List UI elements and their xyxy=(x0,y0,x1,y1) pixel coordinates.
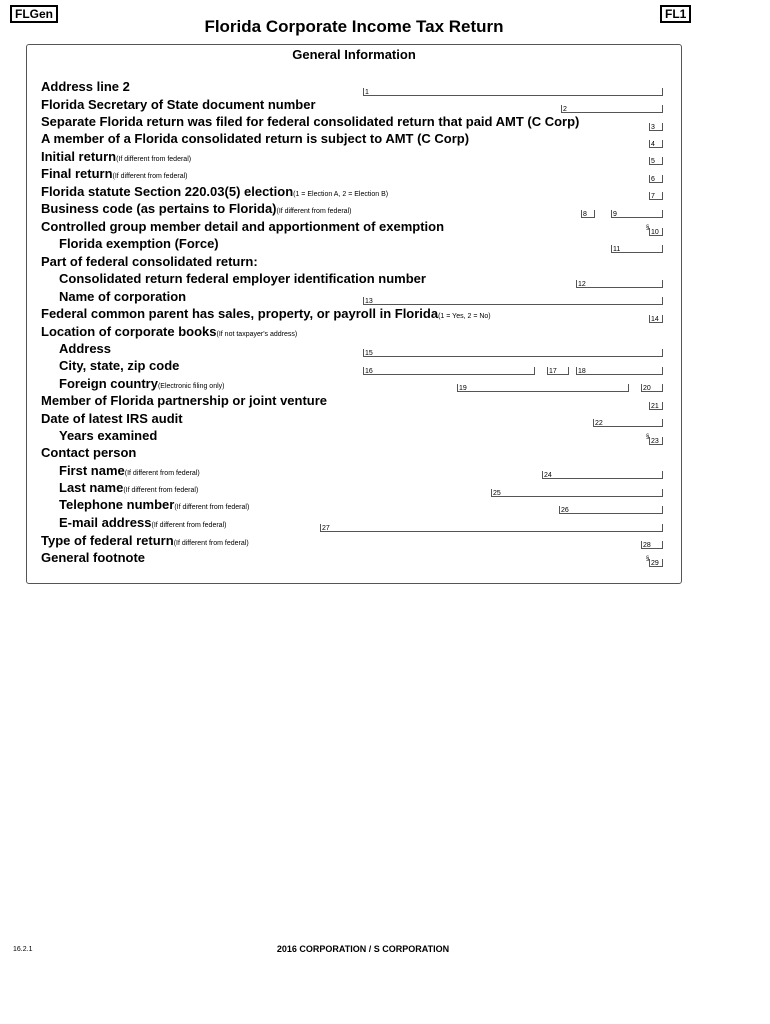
field-number-label: 13 xyxy=(365,298,373,305)
field-number-label: 19 xyxy=(459,385,467,392)
row-label-text: Final return xyxy=(41,166,113,181)
field-number-label: 18 xyxy=(578,368,586,375)
row-label-text: Part of federal consolidated return: xyxy=(41,254,258,269)
field-number-label: 10 xyxy=(651,229,659,236)
row-label-text: City, state, zip code xyxy=(59,358,180,373)
form-row-label xyxy=(59,358,179,374)
row-label-text: E-mail address xyxy=(59,515,152,530)
field-number-label: 22 xyxy=(595,420,603,427)
row-label-note: (If different from federal) xyxy=(173,540,249,547)
row-label-text: Last name xyxy=(59,480,124,495)
field-1-input[interactable] xyxy=(363,88,663,96)
form-row-label xyxy=(59,289,186,305)
field-18-input[interactable] xyxy=(576,367,663,375)
row-label-text: Telephone number xyxy=(59,497,175,512)
field-number-label: 3 xyxy=(651,124,655,131)
row-label-text: Federal common parent has sales, property, or payroll in Florida xyxy=(41,306,439,321)
row-label-text: Address line 2 xyxy=(41,79,130,94)
row-label-note: (If different from federal) xyxy=(123,487,199,494)
form-row-label xyxy=(41,411,183,427)
form-row-label xyxy=(59,497,249,516)
row-label-note: (If different from federal) xyxy=(174,504,250,511)
row-label-text: Years examined xyxy=(59,428,158,443)
field-number-label: 27 xyxy=(322,525,330,532)
section-mark-icon: § xyxy=(646,225,650,231)
form-row-label xyxy=(59,341,111,357)
form-row-label xyxy=(41,445,136,461)
field-number-label: 7 xyxy=(651,193,655,200)
row-label-text: Florida exemption (Force) xyxy=(59,236,219,251)
row-label-note: (If not taxpayer's address) xyxy=(216,331,298,338)
field-number-label: 12 xyxy=(578,281,586,288)
row-label-note: (1 = Election A, 2 = Election B) xyxy=(293,191,389,198)
row-label-text: Foreign country xyxy=(59,376,158,391)
field-number-label: 15 xyxy=(365,350,373,357)
form-row-label xyxy=(59,515,226,534)
row-label-text: Florida Secretary of State document number xyxy=(41,97,316,112)
row-label-note: (Electronic filing only) xyxy=(157,383,225,390)
field-26-input[interactable] xyxy=(559,506,663,514)
field-number-label: 20 xyxy=(643,385,651,392)
row-label-text: Business code (as pertains to Florida) xyxy=(41,201,277,216)
row-label-text: Contact person xyxy=(41,445,137,460)
field-number-label: 6 xyxy=(651,176,655,183)
row-label-text: First name xyxy=(59,463,125,478)
field-number-label: 23 xyxy=(651,438,659,445)
form-title: Florida Corporate Income Tax Return xyxy=(204,17,504,36)
field-number-label: 25 xyxy=(493,490,501,497)
form-row-label xyxy=(41,114,579,130)
row-label-note: (If different from federal) xyxy=(276,208,352,215)
field-19-input[interactable] xyxy=(457,384,629,392)
row-label-text: Separate Florida return was filed for federal consolidated return that paid AMT (C Corp) xyxy=(41,114,580,129)
row-label-note: (If different from federal) xyxy=(116,156,192,163)
row-label-text: A member of a Florida consolidated return is subject to AMT (C Corp) xyxy=(41,131,470,146)
field-2-input[interactable] xyxy=(561,105,663,113)
row-label-note: (If different from federal) xyxy=(124,470,200,477)
row-label-text: Type of federal return xyxy=(41,533,174,548)
field-22-input[interactable] xyxy=(593,419,663,427)
row-label-note: (If different from federal) xyxy=(151,522,227,529)
row-label-text: General footnote xyxy=(41,550,146,565)
row-label-note: (If different from federal) xyxy=(112,173,188,180)
field-24-input[interactable] xyxy=(542,471,663,479)
section-mark-icon: § xyxy=(646,434,650,440)
row-label-text: Consolidated return federal employer identification number xyxy=(59,271,426,286)
field-12-input[interactable] xyxy=(576,280,663,288)
field-number-label: 4 xyxy=(651,141,655,148)
field-number-label: 11 xyxy=(613,246,621,253)
field-number-label: 1 xyxy=(365,89,369,96)
form-code-tag: FLGen xyxy=(10,5,58,23)
field-27-input[interactable] xyxy=(320,524,663,532)
field-16-input[interactable] xyxy=(363,367,535,375)
field-number-label: 8 xyxy=(583,211,587,218)
section-mark-icon: § xyxy=(646,556,650,562)
field-number-label: 16 xyxy=(365,368,373,375)
row-label-text: Location of corporate books xyxy=(41,324,217,339)
form-row-label xyxy=(59,428,157,444)
row-label-note: (1 = Yes, 2 = No) xyxy=(438,313,491,320)
form-row-label xyxy=(41,131,469,147)
field-number-label: 21 xyxy=(651,403,659,410)
row-label-text: Member of Florida partnership or joint venture xyxy=(41,393,328,408)
field-number-label: 29 xyxy=(651,560,659,567)
footer-title: 2016 CORPORATION / S CORPORATION xyxy=(276,944,450,954)
row-label-text: Date of latest IRS audit xyxy=(41,411,183,426)
form-row-label xyxy=(41,79,130,95)
form-row-label xyxy=(59,271,426,287)
form-row-label xyxy=(41,97,316,113)
form-row-label xyxy=(41,393,327,409)
field-number-label: 26 xyxy=(561,507,569,514)
field-15-input[interactable] xyxy=(363,349,663,357)
form-number-tag: FL1 xyxy=(660,5,691,23)
field-number-label: 9 xyxy=(613,211,617,218)
field-13-input[interactable] xyxy=(363,297,663,305)
field-number-label: 14 xyxy=(651,316,659,323)
field-number-label: 24 xyxy=(544,472,552,479)
row-label-text: Initial return xyxy=(41,149,117,164)
field-25-input[interactable] xyxy=(491,489,663,497)
form-row-label xyxy=(41,201,351,220)
form-row-label xyxy=(41,219,444,235)
field-number-label: 5 xyxy=(651,158,655,165)
field-number-label: 28 xyxy=(643,542,651,549)
row-label-text: Name of corporation xyxy=(59,289,187,304)
field-number-label: 2 xyxy=(563,106,567,113)
row-label-text: Address xyxy=(59,341,112,356)
row-label-text: Florida statute Section 220.03(5) election xyxy=(41,184,294,199)
form-row-label xyxy=(41,166,187,185)
section-title: General Information xyxy=(292,47,416,62)
form-row-label xyxy=(41,550,145,566)
footer-code: 16.2.1 xyxy=(13,946,33,953)
form-row-label xyxy=(41,254,258,270)
row-label-text: Controlled group member detail and apportionment of exemption xyxy=(41,219,445,234)
form-row-label xyxy=(41,306,491,325)
field-9-input[interactable] xyxy=(611,210,663,218)
form-row-label xyxy=(59,236,219,252)
field-number-label: 17 xyxy=(549,368,557,375)
